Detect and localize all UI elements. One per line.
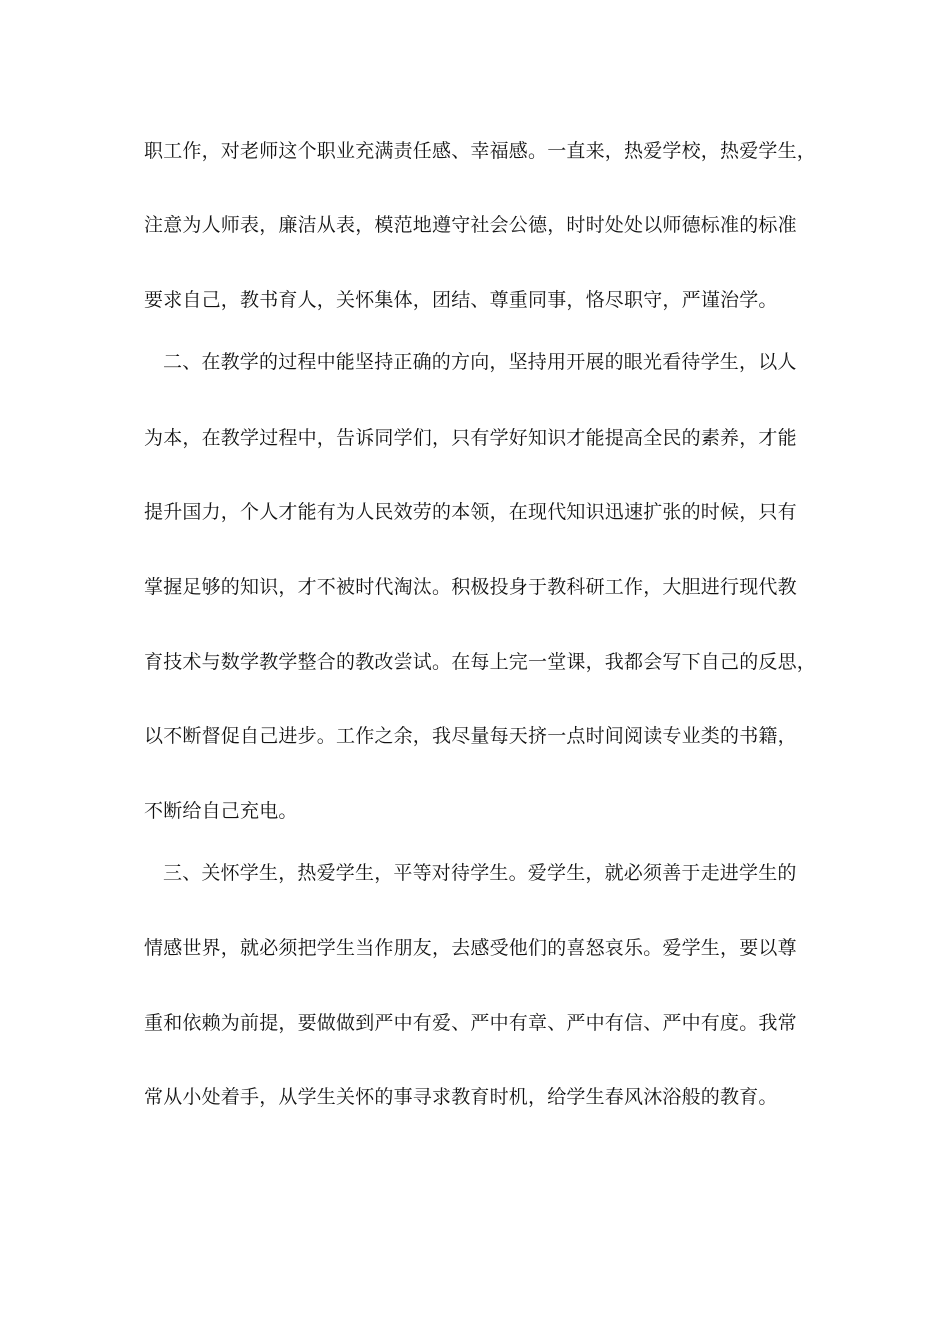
paragraph-line: 常从小处着手，从学生关怀的事寻求教育时机，给学生春风沐浴般的教育。 [144, 1086, 778, 1108]
paragraph-line: 掌握足够的知识，才不被时代淘汰。积极投身于教科研工作，大胆进行现代教 [144, 576, 797, 598]
paragraph-line: 为本，在教学过程中，告诉同学们，只有学好知识才能提高全民的素养，才能 [144, 427, 797, 449]
section-two-first-line: 二、在教学的过程中能坚持正确的方向，坚持用开展的眼光看待学生，以人 [163, 351, 797, 373]
paragraph-line: 育技术与数学教学整合的教改尝试。在每上完一堂课，我都会写下自己的反思， [144, 651, 817, 673]
paragraph-line: 重和依赖为前提，要做做到严中有爱、严中有章、严中有信、严中有度。我常 [144, 1012, 797, 1034]
paragraph-line: 以不断督促自己进步。工作之余，我尽量每天挤一点时间阅读专业类的书籍， [144, 725, 797, 747]
section-three-first-line: 三、关怀学生，热爱学生，平等对待学生。爱学生，就必须善于走进学生的 [163, 862, 797, 884]
paragraph-line: 情感世界，就必须把学生当作朋友，去感受他们的喜怒哀乐。爱学生，要以尊 [144, 937, 797, 959]
paragraph-line: 注意为人师表，廉洁从表，模范地遵守社会公德，时时处处以师德标准的标准 [144, 214, 797, 236]
paragraph-line: 不断给自己充电。 [144, 800, 298, 822]
paragraph-line: 职工作，对老师这个职业充满责任感、幸福感。一直来，热爱学校，热爱学生， [144, 140, 817, 162]
paragraph-line: 提升国力，个人才能有为人民效劳的本领，在现代知识迅速扩张的时候，只有 [144, 501, 797, 523]
paragraph-line: 要求自己，教书育人，关怀集体，团结、尊重同事，恪尽职守，严谨治学。 [144, 289, 778, 311]
